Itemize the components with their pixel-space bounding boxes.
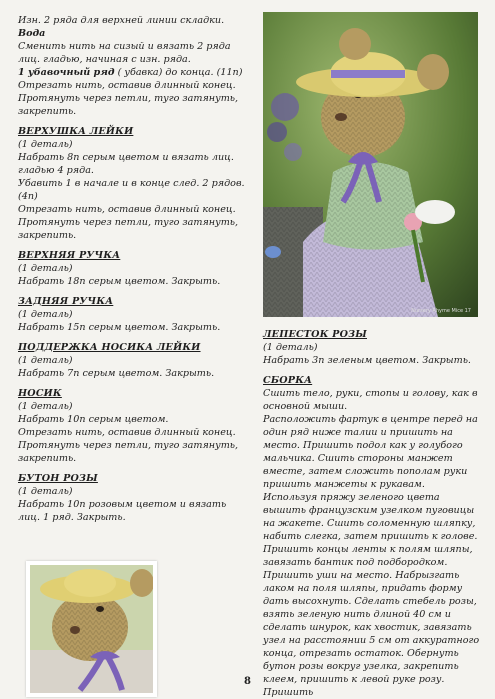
- section-heading: ВЕРХНЯЯ РУЧКА: [18, 250, 121, 261]
- left-text-column: [18, 14, 248, 524]
- text-line: Набрать 15п серым цветом. Закрыть.: [18, 322, 221, 333]
- section-heading: БУТОН РОЗЫ: [18, 473, 98, 484]
- section-label-water: Вода: [18, 28, 46, 39]
- assembly-paragraph: Расположить фартук в центре перед на один ряд ниже талии и пришить на место. Пришить подол как у голубого мальчика. Сшить стороны манжет вместе, затем сложить пополам руки пришить манжеты к рукавам. Используя пряжу зеленого цвета вышить французским узелком пуговицы на жакете. Сшить соломенную шляпку, набить слегка, затем пришить к голове. Пришить концы ленты к полям шляпы, завязать бантик под подбородком. Пришить уши на место. Набрызгать лаком на поля шляпы, придать форму дать высохнуть. Сделать стебель розы, взять зеленую нить длиной 40 см и сделать шнурок, как хвостик, завязать узел на расстоянии 5 см от аккуратного конца, отрезать остаток. Обернуть бутон розы вокруг узелка, закрепить клеем, пришить к левой руке розу. Пришить: [263, 414, 480, 698]
- text-line: Убавить 1 в начале и в конце след. 2 рядов. (4п): [18, 178, 245, 202]
- text-line: (1 деталь): [18, 263, 73, 274]
- text-line: (1 деталь): [18, 486, 73, 497]
- section-heading: ПОДДЕРЖКА НОСИКА ЛЕЙКИ: [18, 342, 201, 353]
- text-line: Сменить нить на сизый и вязать 2 ряда лиц. гладью, начиная с изн. ряда.: [18, 41, 231, 65]
- text-line: Набрать 7п серым цветом. Закрыть.: [18, 368, 215, 379]
- section-heading: СБОРКА: [263, 375, 313, 386]
- text-line: Отрезать нить, оставив длинный конец. Протянуть через петли, туго затянуть, закрепить.: [18, 427, 239, 464]
- section-heading: ЗАДНЯЯ РУЧКА: [18, 296, 114, 307]
- text-line: Набрать 10п серым цветом.: [18, 414, 169, 425]
- text-line: Изн. 2 ряда для верхней линии складки.: [18, 15, 225, 26]
- text-line: (1 деталь): [18, 355, 73, 366]
- knitted-mouse-illustration: [263, 12, 478, 317]
- text-line: (1 деталь): [18, 139, 73, 150]
- text-line: Набрать 3п зеленым цветом. Закрыть.: [263, 355, 471, 366]
- text-line: Набрать 10п розовым цветом и вязать лиц. 1 ряд. Закрыть.: [18, 499, 227, 523]
- page-number: 8: [244, 676, 251, 687]
- text-line: Набрать 18п серым цветом. Закрыть.: [18, 276, 221, 287]
- knitted-mouse-closeup: [30, 565, 153, 693]
- text-line: (1 деталь): [263, 342, 318, 353]
- text-line: [18, 66, 248, 79]
- photo-credit: Nursery Rhyme Mice 17: [411, 308, 471, 314]
- row-label: 1 убавочный ряд: [18, 67, 115, 78]
- section-heading: ЛЕПЕСТОК РОЗЫ: [263, 329, 367, 340]
- text-line: Отрезать нить, оставив длинный конец. Протянуть через петли, туго затянуть, закрепить.: [18, 204, 239, 241]
- mouse-photo-main: [263, 12, 478, 317]
- right-text-column: [263, 328, 481, 699]
- section-heading: НОСИК: [18, 388, 62, 399]
- text-line: Отрезать нить, оставив длинный конец. Протянуть через петли, туго затянуть, закрепить.: [18, 80, 239, 117]
- row-instruction: ( убавка) до конца. (11п): [117, 67, 243, 78]
- text-line: Сшить тело, руки, стопы и голову, как в основной мыши.: [263, 388, 478, 412]
- text-line: (1 деталь): [18, 309, 73, 320]
- text-line: (1 деталь): [18, 401, 73, 412]
- section-heading: ВЕРХУШКА ЛЕЙКИ: [18, 126, 134, 137]
- text-line: Набрать 8п серым цветом и вязать лиц. гладью 4 ряда.: [18, 152, 234, 176]
